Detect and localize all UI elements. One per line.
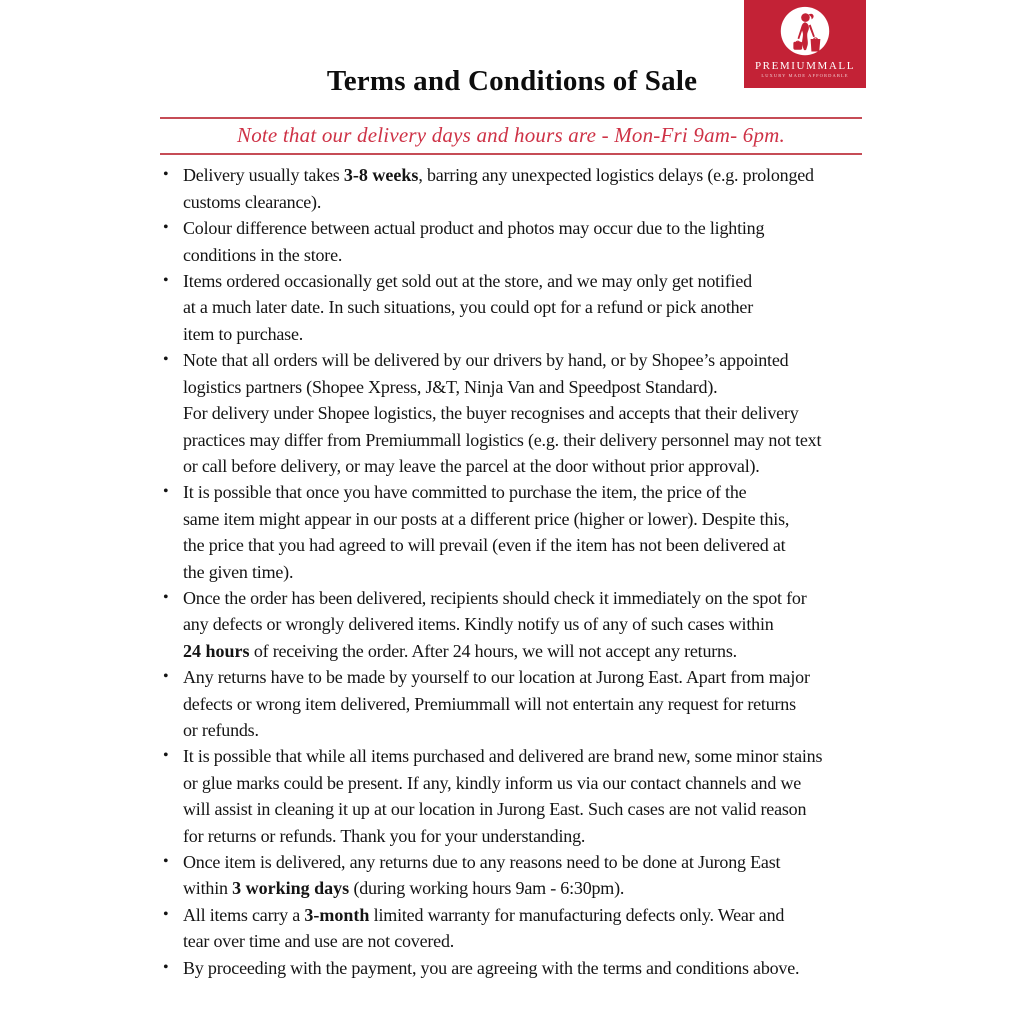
term-line: tear over time and use are not covered. (183, 931, 455, 952)
term-line: or refunds. (183, 719, 259, 740)
term-text (183, 215, 880, 268)
term-line: or glue marks could be present. If any, kindly inform us via our contact channels and we (183, 772, 802, 793)
term-line: same item might appear in our posts at a different price (higher or lower). Despite this, (183, 508, 790, 529)
term-line: By proceeding with the payment, you are agreeing with the terms and conditions above. (183, 957, 800, 978)
page-title: Terms and Conditions of Sale (326, 65, 698, 97)
bullet-icon: • (163, 905, 169, 923)
term-text (183, 162, 880, 215)
term-line: the price that you had agreed to will prevail (even if the item has not been delivered at (183, 535, 786, 556)
bullet-icon: • (163, 351, 169, 369)
term-line: within 3 working days (during working hours 9am - 6:30pm). (183, 878, 625, 899)
term-line: Any returns have to be made by yourself to our location at Jurong East. Apart from major (183, 667, 810, 688)
term-line: for returns or refunds. Thank you for your understanding. (183, 825, 586, 846)
term-line: logistics partners (Shopee Xpress, J&T, Ninja Van and Speedpost Standard). (183, 376, 718, 397)
term-text (183, 347, 880, 479)
term-item (160, 585, 880, 664)
term-line: Colour difference between actual product and photos may occur due to the lighting (183, 218, 765, 239)
term-item (160, 162, 880, 215)
terms-list (160, 162, 880, 981)
term-line: Items ordered occasionally get sold out at the store, and we may only get notified (183, 271, 752, 292)
term-text (183, 585, 880, 664)
bullet-icon: • (163, 747, 169, 765)
bullet-icon: • (163, 958, 169, 976)
term-item (160, 743, 880, 849)
bullet-icon: • (163, 588, 169, 606)
term-line: defects or wrong item delivered, Premiummall will not entertain any request for returns (183, 693, 796, 714)
bullet-icon: • (163, 272, 169, 290)
shopping-woman-icon (777, 5, 833, 59)
term-text (183, 268, 880, 347)
term-text (183, 955, 880, 981)
term-line: It is possible that once you have committed to purchase the item, the price of the (183, 482, 747, 503)
term-line: customs clearance). (183, 191, 322, 212)
logo-tagline: LUXURY MADE AFFORDABLE (761, 73, 849, 78)
term-line: any defects or wrongly delivered items. Kindly notify us of any of such cases within (183, 614, 774, 635)
term-item (160, 955, 880, 981)
logo-wordmark: PREMIUMMALL (754, 60, 856, 72)
term-line: practices may differ from Premiummall logistics (e.g. their delivery personnel may not text (183, 429, 822, 450)
term-line: item to purchase. (183, 323, 304, 344)
bullet-icon: • (163, 219, 169, 237)
term-line: the given time). (183, 561, 294, 582)
term-line: For delivery under Shopee logistics, the buyer recognises and accepts that their delivery (183, 403, 799, 424)
term-line: All items carry a 3-month limited warranty for manufacturing defects only. Wear and (183, 904, 785, 925)
term-line: or call before delivery, or may leave the parcel at the door without prior approval). (183, 455, 760, 476)
term-item (160, 268, 880, 347)
term-item (160, 902, 880, 955)
term-item (160, 215, 880, 268)
term-item (160, 664, 880, 743)
term-text (183, 743, 880, 849)
bullet-icon: • (163, 853, 169, 870)
term-text (183, 479, 880, 585)
term-line: 24 hours of receiving the order. After 24 hours, we will not accept any returns. (183, 640, 737, 661)
term-item (160, 347, 880, 479)
term-line: conditions in the store. (183, 244, 343, 265)
term-text (183, 902, 880, 955)
term-line: at a much later date. In such situations, you could opt for a refund or pick another (183, 297, 754, 318)
term-line: Once item is delivered, any returns due to any reasons need to be done at Jurong East (183, 852, 781, 872)
term-line: It is possible that while all items purchased and delivered are brand new, some minor stains (183, 746, 823, 767)
premiummall-logo (744, 0, 866, 88)
term-line: Once the order has been delivered, recipients should check it immediately on the spot for (183, 587, 807, 608)
term-item (160, 479, 880, 585)
bullet-icon: • (163, 166, 169, 184)
term-text (183, 849, 880, 902)
term-item (160, 849, 880, 902)
term-text (183, 664, 880, 743)
delivery-notice-band (160, 117, 862, 155)
term-line: will assist in cleaning it up at our location in Jurong East. Such cases are not valid reason (183, 799, 807, 820)
delivery-notice-text: Note that our delivery days and hours are - Mon-Fri 9am- 6pm. (236, 123, 786, 148)
bullet-icon: • (163, 668, 169, 686)
term-line: Delivery usually takes 3-8 weeks, barring any unexpected logistics delays (e.g. prolonged (183, 165, 814, 186)
term-line: Note that all orders will be delivered by our drivers by hand, or by Shopee’s appointed (183, 350, 789, 371)
bullet-icon: • (163, 483, 169, 501)
